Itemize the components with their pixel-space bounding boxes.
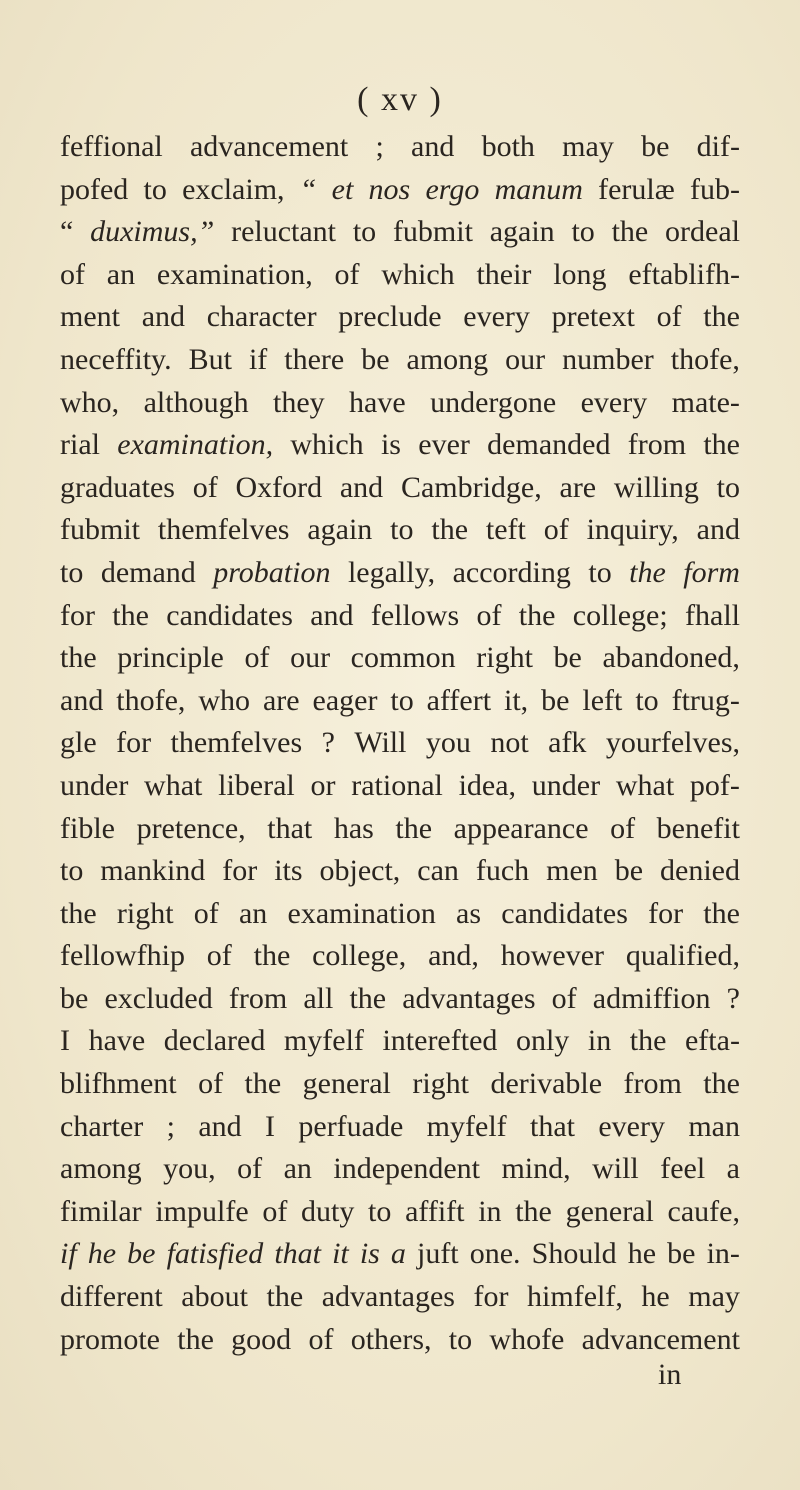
text-line: who, although they have undergone every mate- (60, 385, 740, 419)
text-line: ment and character preclude every pretext of the (60, 300, 740, 334)
text-line: rial examination, which is ever demanded from the (60, 428, 740, 462)
text-line: blifhment of the general right derivable from the (60, 1067, 740, 1101)
text-line: charter ; and I perfuade myfelf that every man (60, 1109, 740, 1143)
text-line: under what liberal or rational idea, under what pof- (60, 768, 740, 802)
text-line: the right of an examination as candidates for the (60, 896, 740, 930)
text-line: graduates of Oxford and Cambridge, are willing to (60, 470, 740, 504)
text-line: for the candidates and fellows of the college; fhall (60, 598, 740, 632)
text-line: fimilar impulfe of duty to affift in the general caufe, (60, 1194, 740, 1228)
text-line: if he be fatisfied that it is a juft one. Should he be in- (60, 1237, 740, 1271)
text-line: of an examination, of which their long eftablifh- (60, 257, 740, 291)
text-line: the principle of our common right be abandoned, (60, 641, 740, 675)
text-line: fible pretence, that has the appearance of benefit (60, 811, 740, 845)
text-line: gle for themfelves ? Will you not afk yourfelves, (60, 726, 740, 760)
text-line: “ duximus,” reluctant to fubmit again to the ordeal (60, 215, 740, 249)
body-text (60, 126, 740, 1361)
text-line: among you, of an independent mind, will feel a (60, 1152, 740, 1186)
text-line: different about the advantages for himfelf, he may (60, 1280, 740, 1314)
text-line: and thofe, who are eager to affert it, be left to ftrug- (60, 683, 740, 717)
text-line: pofed to exclaim, “ et nos ergo manum ferulæ fub- (60, 172, 740, 206)
text-line: fubmit themfelves again to the teft of inquiry, and (60, 513, 740, 547)
text-line: be excluded from all the advantages of admiffion ? (60, 981, 740, 1015)
text-line: to demand probation legally, according to the form (60, 555, 740, 589)
text-line: neceffity. But if there be among our number thofe, (60, 342, 740, 376)
page-number-header: ( xv ) (357, 81, 443, 118)
text-line: fellowfhip of the college, and, however qualified, (60, 939, 740, 973)
text-line: I have declared myfelf interefted only in the efta- (60, 1024, 740, 1058)
text-line: promote the good of others, to whofe advancement (60, 1322, 740, 1356)
text-line: to mankind for its object, can fuch men be denied (60, 854, 740, 888)
catchword: in (658, 1358, 682, 1391)
text-line: feffional advancement ; and both may be dif- (60, 130, 740, 163)
